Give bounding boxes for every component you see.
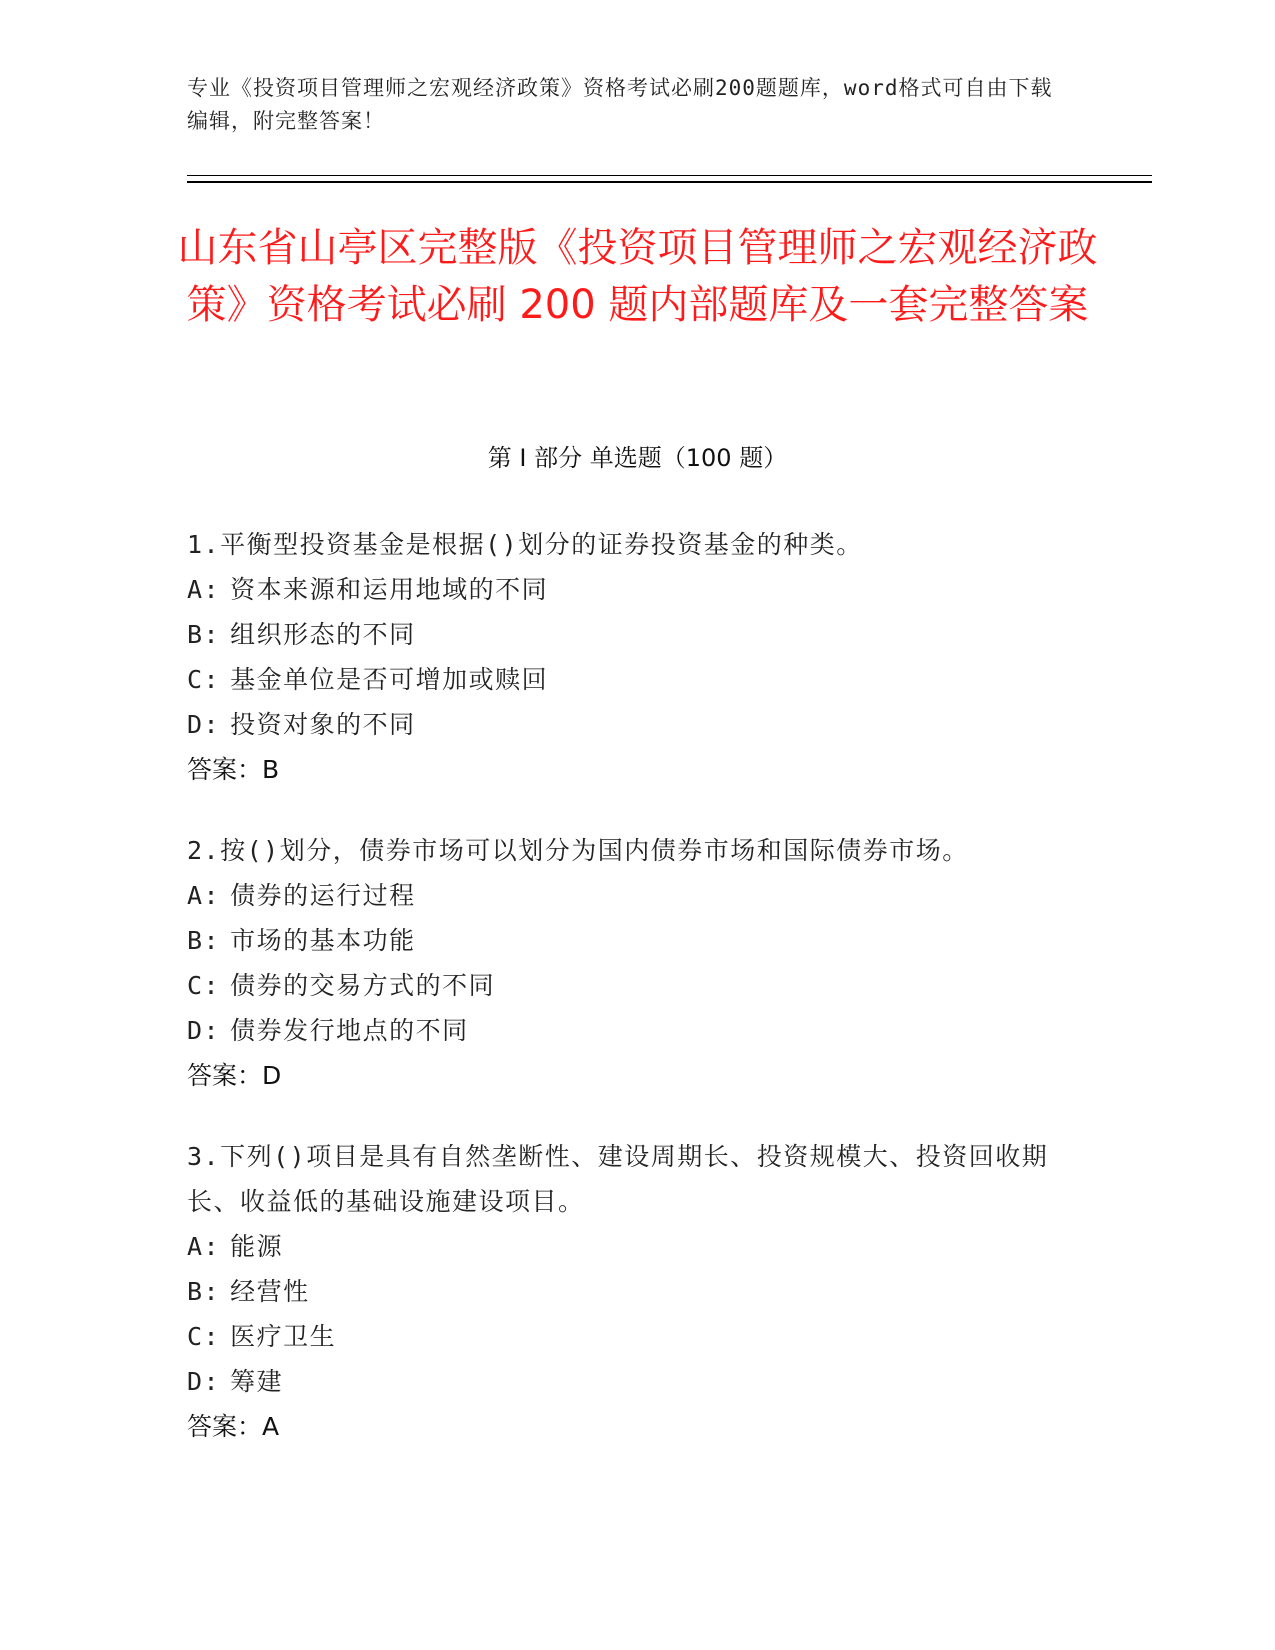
option-b [187, 918, 1067, 963]
option-b [187, 612, 1067, 657]
answer-line: 答案：D [187, 1061, 282, 1090]
question-stem: 1.平衡型投资基金是根据()划分的证券投资基金的种类。 [187, 530, 863, 559]
option-letter: D: [187, 1367, 221, 1396]
answer-line: 答案：B [187, 755, 280, 784]
option-text: 资本来源和运用地域的不同 [230, 575, 549, 604]
option-text: 基金单位是否可增加或赎回 [230, 665, 549, 694]
option-letter: A: [187, 1232, 221, 1261]
question-stem: 2.按()划分，债券市场可以划分为国内债券市场和国际债券市场。 [187, 836, 969, 865]
option-c [187, 1314, 1067, 1359]
option-letter: C: [187, 971, 221, 1000]
header-note: 专业《投资项目管理师之宏观经济政策》资格考试必刷200题题库，word格式可自由下载编辑，附完整答案！ [187, 76, 1053, 133]
option-text: 投资对象的不同 [230, 710, 416, 739]
question-stem: 3.下列()项目是具有自然垄断性、建设周期长、投资规模大、投资回收期长、收益低的基础设施建设项目。 [187, 1142, 1049, 1216]
option-a [187, 1224, 1067, 1269]
question-3 [187, 1134, 1067, 1449]
option-letter: C: [187, 665, 221, 694]
section-title: 第 I 部分 单选题（100 题） [487, 444, 788, 472]
header-divider-thin [187, 175, 1152, 176]
option-d [187, 1359, 1067, 1404]
option-a [187, 873, 1067, 918]
option-text: 债券的运行过程 [230, 881, 416, 910]
option-text: 医疗卫生 [230, 1322, 337, 1351]
question-2 [187, 828, 1067, 1098]
option-text: 债券的交易方式的不同 [230, 971, 496, 1000]
answer-line: 答案：A [187, 1412, 280, 1441]
document-title: 山东省山亭区完整版《投资项目管理师之宏观经济政策》资格考试必刷 200 题内部题库及一套完整答案 [177, 225, 1098, 328]
option-letter: D: [187, 1016, 221, 1045]
option-text: 经营性 [230, 1277, 310, 1306]
option-d [187, 702, 1067, 747]
option-text: 能源 [230, 1232, 284, 1261]
option-b [187, 1269, 1067, 1314]
option-text: 筹建 [230, 1367, 284, 1396]
header-divider-thick [187, 181, 1152, 183]
option-c [187, 657, 1067, 702]
option-c [187, 963, 1067, 1008]
option-letter: B: [187, 926, 221, 955]
option-letter: A: [187, 881, 221, 910]
option-text: 组织形态的不同 [230, 620, 416, 649]
option-letter: A: [187, 575, 221, 604]
option-letter: C: [187, 1322, 221, 1351]
question-list [187, 522, 1067, 1485]
option-text: 债券发行地点的不同 [230, 1016, 469, 1045]
question-1 [187, 522, 1067, 792]
option-text: 市场的基本功能 [230, 926, 416, 955]
option-d [187, 1008, 1067, 1053]
option-letter: B: [187, 1277, 221, 1306]
option-letter: D: [187, 710, 221, 739]
option-a [187, 567, 1067, 612]
option-letter: B: [187, 620, 221, 649]
